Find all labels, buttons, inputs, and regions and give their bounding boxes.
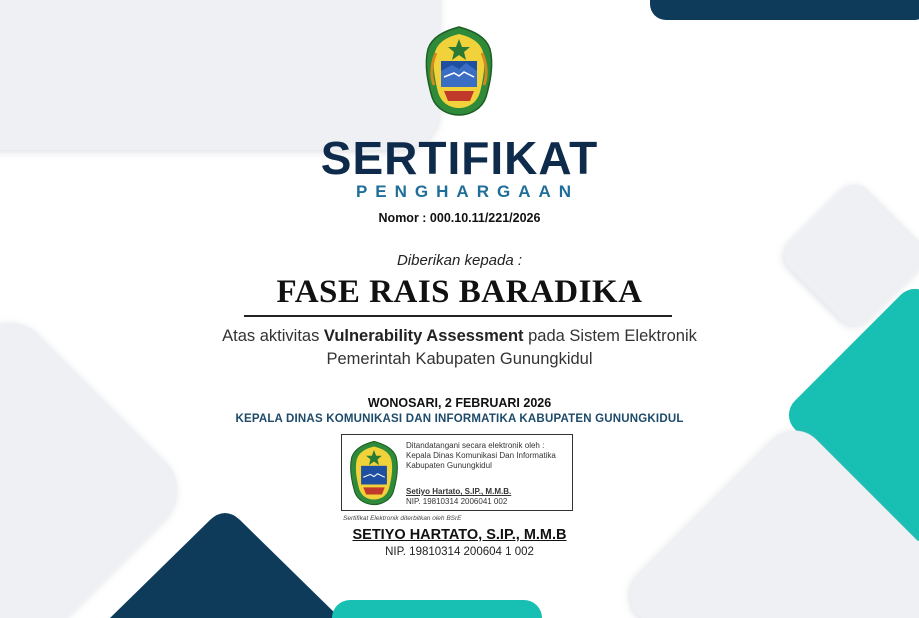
certificate-number: Nomor : 000.10.11/221/2026 bbox=[378, 211, 541, 225]
description-prefix: Atas aktivitas bbox=[222, 327, 324, 345]
signatory-nip: NIP. 19810314 200604 1 002 bbox=[385, 546, 534, 558]
recipient-name: FASE RAIS BARADIKA bbox=[276, 274, 643, 310]
esign-line-1: Ditandatangani secara elektronik oleh : bbox=[406, 441, 545, 450]
bg-bar-top-right bbox=[650, 0, 919, 20]
description-suffix: pada Sistem Elektronik bbox=[523, 327, 697, 345]
esign-name: Setiyo Hartato, S.IP., M.M.B. bbox=[406, 487, 512, 496]
gunungkidul-emblem-icon bbox=[424, 25, 494, 117]
esign-line-2: Kepala Dinas Komunikasi Dan Informatika bbox=[406, 451, 556, 460]
signatory-name: SETIYO HARTATO, S.IP., M.M.B bbox=[352, 527, 567, 543]
esign-line-3: Kabupaten Gunungkidul bbox=[406, 461, 492, 470]
certificate-title: SERTIFIKAT bbox=[320, 132, 599, 184]
place-date: WONOSARI, 2 FEBRUARI 2026 bbox=[367, 396, 552, 410]
bg-tile-top-left bbox=[0, 0, 440, 150]
esign-nip: NIP. 19810314 2006041 002 bbox=[406, 497, 508, 506]
recipient-underline bbox=[244, 315, 672, 317]
bg-bar-teal-bottom bbox=[332, 600, 542, 618]
given-to-label: Diberikan kepada : bbox=[396, 252, 523, 269]
description-line-2: Pemerintah Kabupaten Gunungkidul bbox=[326, 350, 593, 368]
official-title: KEPALA DINAS KOMUNIKASI DAN INFORMATIKA KABUPATEN GUNUNGKIDUL bbox=[235, 413, 684, 425]
electronic-signature-box bbox=[341, 434, 573, 511]
signature-emblem-icon bbox=[348, 440, 400, 506]
description-activity: Vulnerability Assessment bbox=[323, 327, 524, 345]
description-line-1 bbox=[0, 327, 919, 346]
bsre-note: Sertifikat Elektronik diterbitkan oleh BSrE bbox=[343, 515, 462, 522]
certificate-subtitle: PENGHARGAAN bbox=[355, 182, 580, 201]
